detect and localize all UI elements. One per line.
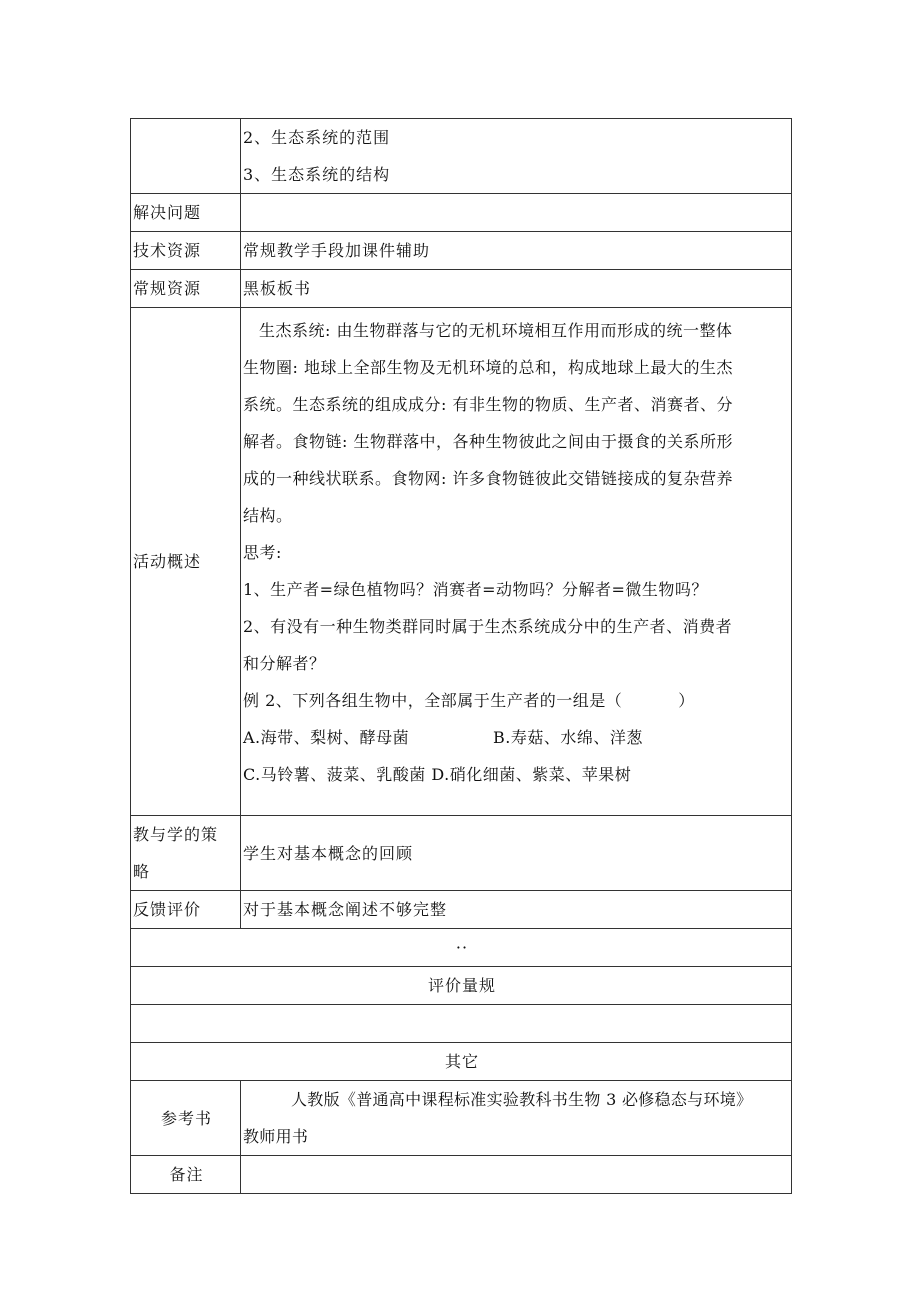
dots-row [131, 929, 792, 967]
question-1: 1、生产者=绿色植物吗？消赛者=动物吗？分解者=微生物吗？ [243, 580, 708, 599]
summary-line: 解者。食物链: 生物群落中，各种生物彼此之间由于摄食的关系所形 [243, 432, 733, 451]
summary-line: 生物圈: 地球上全部生物及无机环境的总和，构成地球上最大的生杰 [243, 358, 733, 377]
activity-label: 活动概述 [131, 308, 241, 816]
dots-text: ·· [131, 929, 792, 967]
regular-value: 黑板板书 [241, 270, 792, 308]
think-label: 思考: [243, 543, 282, 562]
choices-ab [243, 719, 791, 756]
summary-line: 系统。生态系统的组成成分: 有非生物的物质、生产者、消赛者、分 [243, 395, 733, 414]
continued-row [131, 119, 792, 194]
notes-value [241, 1156, 792, 1194]
feedback-label: 反馈评价 [131, 891, 241, 929]
problem-label: 解决问题 [131, 194, 241, 232]
tech-value: 常规教学手段加课件辅助 [241, 232, 792, 270]
example-question [243, 682, 791, 719]
activity-content [241, 308, 792, 816]
lesson-plan-table [130, 118, 792, 1194]
problem-value [241, 194, 792, 232]
tech-label: 技术资源 [131, 232, 241, 270]
question-2-line-2: 和分解者？ [243, 654, 326, 673]
reference-row [131, 1081, 792, 1156]
notes-label: 备注 [131, 1156, 241, 1194]
continued-item: 2、生态系统的范围 [243, 128, 391, 147]
reference-value [241, 1081, 792, 1156]
strategy-value: 学生对基本概念的回顾 [241, 816, 792, 891]
example-prefix: 例 2、下列各组生物中，全部属于生产者的一组是（ [243, 691, 623, 710]
other-title-row [131, 1043, 792, 1081]
choice-b: B.寿菇、水绵、洋葱 [493, 728, 643, 747]
feedback-row [131, 891, 792, 929]
example-suffix: ） [678, 691, 695, 710]
summary-line: 成的一种线状联系。食物网: 许多食物链彼此交错链接成的复杂营养 [243, 469, 733, 488]
regular-row [131, 270, 792, 308]
continued-label-cell [131, 119, 241, 194]
question-2-line-1: 2、有没有一种生物类群同时属于生杰系统成分中的生产者、消费者 [243, 617, 733, 636]
rubric-title: 评价量规 [131, 967, 792, 1005]
other-title: 其它 [131, 1043, 792, 1081]
rubric-title-row [131, 967, 792, 1005]
feedback-value: 对于基本概念阐述不够完整 [241, 891, 792, 929]
problem-row [131, 194, 792, 232]
choice-a: A.海带、梨树、酵母菌 [243, 728, 410, 747]
strategy-label [131, 816, 241, 891]
notes-row [131, 1156, 792, 1194]
reference-line-2: 教师用书 [243, 1127, 309, 1146]
summary-line: 结构。 [243, 506, 293, 525]
tech-row [131, 232, 792, 270]
regular-label: 常规资源 [131, 270, 241, 308]
activity-row [131, 308, 792, 816]
strategy-row [131, 816, 792, 891]
summary-line: 生杰系统: 由生物群落与它的无机环境相互作用而形成的统一整体 [259, 321, 733, 340]
continued-content-cell [241, 119, 792, 194]
rubric-empty-cell [131, 1005, 792, 1043]
reference-label: 参考书 [131, 1081, 241, 1156]
choices-cd: C.马铃薯、菠菜、乳酸菌 D.硝化细菌、紫菜、苹果树 [243, 765, 632, 784]
strategy-label-line: 略 [133, 862, 151, 881]
rubric-empty-row [131, 1005, 792, 1043]
reference-line-1: 人教版《普通高中课程标准实验教科书生物 3 必修稳态与环境》 [291, 1090, 753, 1109]
strategy-label-line: 教与学的策 [133, 825, 219, 844]
continued-item: 3、生态系统的结构 [243, 165, 391, 184]
